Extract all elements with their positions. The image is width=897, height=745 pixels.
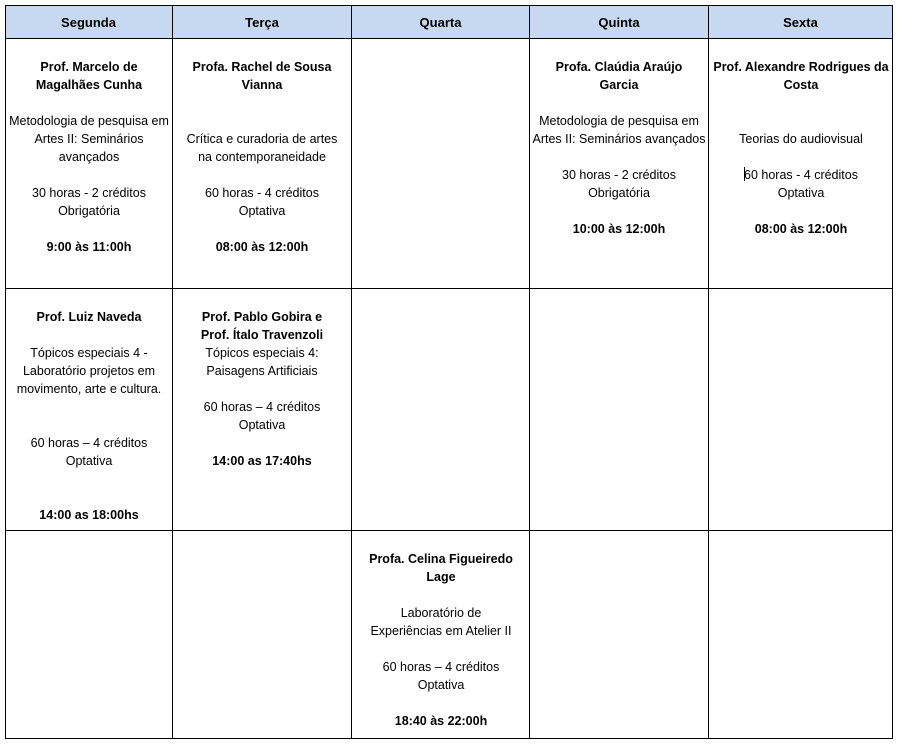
border-row1-bottom: [5, 288, 893, 289]
border-bottom: [5, 738, 893, 739]
course-title: Teorias do audiovisual: [739, 132, 863, 146]
border-col3: [529, 5, 530, 739]
professor-name: Prof. Alexandre Rodrigues da Costa: [713, 60, 889, 92]
border-left: [5, 5, 6, 739]
border-col1: [172, 5, 173, 739]
border-col2: [351, 5, 352, 739]
border-row2-bottom: [5, 530, 893, 531]
cell-segunda-row1: [8, 58, 170, 256]
professor-name: Profa. Claúdia Araújo Garcia: [555, 60, 683, 92]
course-type: Optativa: [417, 678, 465, 692]
course-type: Optativa: [777, 186, 825, 200]
border-right: [892, 5, 893, 739]
course-hours: 60 horas - 4 créditos: [205, 186, 319, 200]
professor-name: Profa. Rachel de Sousa Vianna: [192, 60, 332, 92]
course-hours: 60 horas – 4 créditos: [382, 660, 500, 674]
professor-name: Prof. Luiz Naveda: [36, 310, 142, 324]
course-hours-line: [712, 166, 890, 184]
course-hours: 60 horas – 4 créditos: [30, 436, 148, 450]
course-title: Tópicos especiais 4 - Laboratório projetos em movimento, arte e cultura.: [16, 346, 162, 396]
course-title: Metodologia de pesquisa em Artes II: Seminários avançados: [9, 114, 169, 164]
course-time: 9:00 às 11:00h: [46, 240, 132, 254]
course-type: Obrigatória: [58, 204, 120, 218]
professor-name: Profa. Celina Figueiredo Lage: [369, 552, 513, 584]
cell-terca-row1: [186, 58, 338, 256]
course-time: 10:00 às 12:00h: [572, 222, 666, 236]
cell-sexta-row1: [712, 58, 890, 238]
header-segunda: Segunda: [61, 14, 116, 30]
header-quinta: Quinta: [598, 14, 640, 30]
course-title: Tópicos especiais 4: Paisagens Artificiais: [205, 346, 319, 378]
header-sexta: Sexta: [783, 14, 818, 30]
course-time: 08:00 às 12:00h: [215, 240, 309, 254]
course-type: Obrigatória: [588, 186, 650, 200]
course-time: 18:40 às 22:00h: [394, 714, 488, 728]
course-hours: 30 horas - 2 créditos: [32, 186, 146, 200]
header-terca: Terça: [245, 14, 279, 30]
cell-quarta-row3: [355, 550, 527, 730]
professor-name: Prof. Marcelo de Magalhães Cunha: [35, 60, 143, 92]
course-hours: 30 horas - 2 créditos: [562, 168, 676, 182]
course-time: 14:00 as 17:40hs: [212, 454, 312, 468]
course-type: Optativa: [238, 204, 286, 218]
course-title: Laboratório de Experiências em Atelier II: [370, 606, 512, 638]
course-hours: 60 horas - 4 créditos: [744, 168, 858, 182]
course-time: 08:00 às 12:00h: [754, 222, 848, 236]
cell-quinta-row1: [532, 58, 706, 238]
course-hours: 60 horas – 4 créditos: [203, 400, 321, 414]
cell-terca-row2: [186, 308, 338, 470]
border-col4: [708, 5, 709, 739]
cell-segunda-row2: [8, 308, 170, 524]
course-type: Optativa: [238, 418, 286, 432]
border-header-bottom: [5, 38, 893, 39]
professor-name: Prof. Pablo Gobira e Prof. Ítalo Travenzoli: [200, 310, 324, 342]
course-type: Optativa: [65, 454, 113, 468]
course-title: Metodologia de pesquisa em Artes II: Seminários avançados: [532, 114, 706, 146]
course-time: 14:00 as 18:00hs: [39, 508, 139, 522]
header-quarta: Quarta: [419, 14, 462, 30]
course-title: Crítica e curadoria de artes na contemporaneidade: [186, 132, 338, 164]
